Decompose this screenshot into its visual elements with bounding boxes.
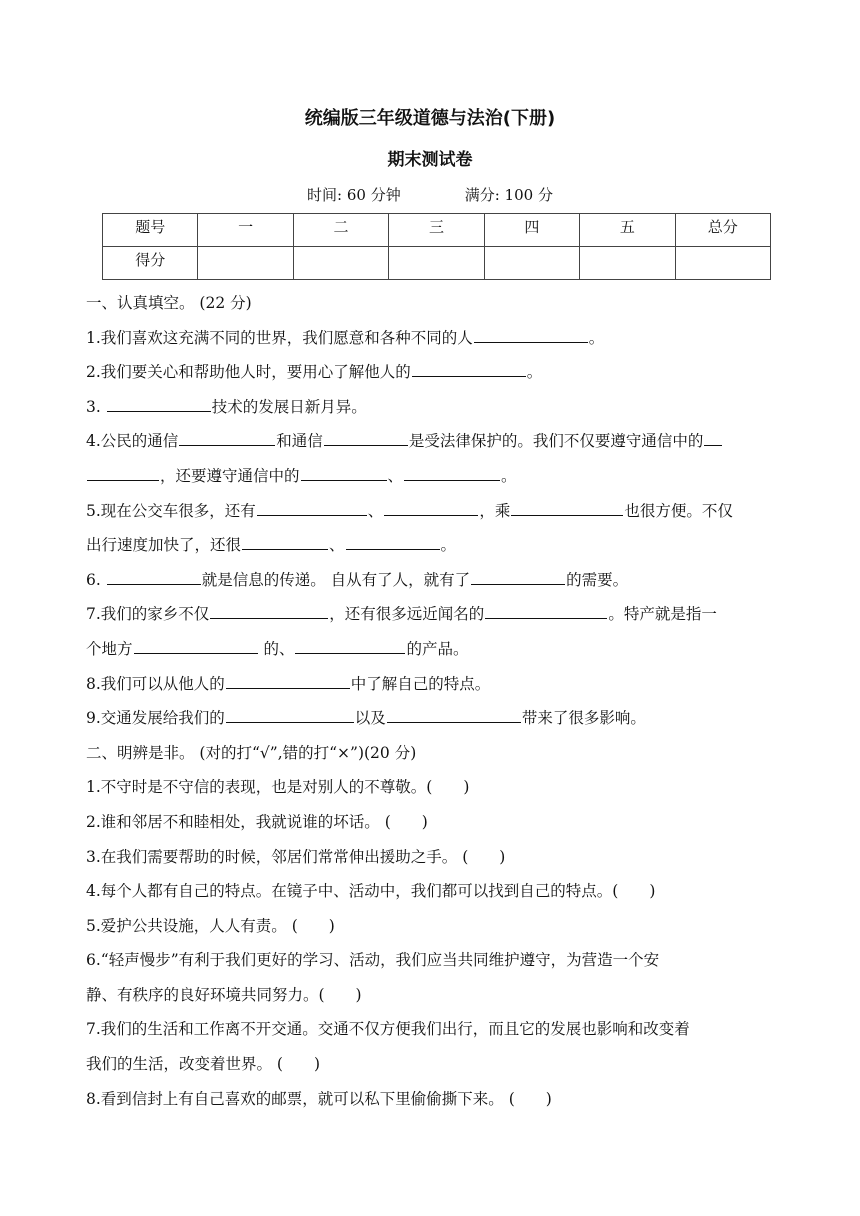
fill-question-9 (86, 701, 778, 736)
answer-blank[interactable] (295, 652, 405, 654)
time-limit: 时间: 60 分钟 (307, 186, 401, 204)
judge-item-3[interactable]: 3.在我们需要帮助的时候，邻居们常常伸出援助之手。 ( ) (86, 847, 506, 866)
score-table (102, 213, 771, 280)
answer-blank[interactable] (324, 444, 408, 446)
answer-blank[interactable] (704, 444, 722, 446)
answer-blank[interactable] (242, 548, 328, 550)
question-text: 技术的发展日新月异。 (211, 397, 367, 416)
score-header-cell: 一 (198, 214, 293, 247)
question-body (86, 286, 778, 1116)
answer-blank[interactable] (179, 444, 275, 446)
question-text: 的需要。 (566, 570, 629, 589)
question-text: ，还要遵守通信中的 (160, 466, 300, 485)
score-row-label: 得分 (103, 247, 198, 280)
judge-item-6-line1: 6.“轻声慢步”有利于我们更好的学习、活动，我们应当共同维护遵守，为营造一个安 (86, 951, 660, 970)
score-cell[interactable] (675, 247, 770, 280)
question-text: 8.我们可以从他人的 (86, 674, 225, 693)
answer-blank[interactable] (404, 479, 500, 481)
section1-heading: 一、认真填空。 (22 分) (86, 294, 252, 312)
answer-blank[interactable] (226, 687, 350, 689)
question-text: 也很方便。不仅 (624, 501, 733, 520)
score-header-cell: 题号 (103, 214, 198, 247)
fill-question-1 (86, 321, 778, 356)
question-text: 。特产就是指一 (608, 605, 717, 624)
score-table-score-row (103, 247, 771, 280)
answer-blank[interactable] (226, 721, 354, 723)
score-cell[interactable] (198, 247, 293, 280)
question-text: 个地方 (86, 639, 133, 658)
judge-item-8[interactable]: 8.看到信封上有自己喜欢的邮票，就可以私下里偷偷撕下来。 ( ) (86, 1089, 552, 1108)
fill-question-2 (86, 355, 778, 390)
question-text: ，乘 (479, 501, 511, 520)
question-text: 1.我们喜欢这充满不同的世界，我们愿意和各种不同的人 (86, 328, 473, 347)
section2-heading: 二、明辨是非。 (对的打“√”,错的打“×”)(20 分) (86, 743, 417, 762)
judge-item-2[interactable]: 2.谁和邻居不和睦相处，我就说谁的坏话。 ( ) (86, 812, 428, 831)
answer-blank[interactable] (87, 479, 159, 481)
question-text: 2.我们要关心和帮助他人时，要用心了解他人的 (86, 363, 411, 382)
score-header-cell: 二 (293, 214, 388, 247)
answer-blank[interactable] (474, 341, 588, 343)
score-header-cell: 三 (389, 214, 484, 247)
answer-blank[interactable] (257, 514, 367, 516)
question-text: 的产品。 (406, 639, 469, 658)
question-text: 3. (86, 397, 106, 416)
question-text: ，还有很多远近闻名的 (329, 605, 485, 624)
question-text: 。 (440, 536, 457, 555)
answer-blank[interactable] (471, 583, 565, 585)
judge-item-7-line1: 7.我们的生活和工作离不开交通。交通不仅方便我们出行，而且它的发展也影响和改变着 (86, 1020, 690, 1039)
answer-blank[interactable] (107, 583, 201, 585)
score-cell[interactable] (293, 247, 388, 280)
question-text: 。 (501, 466, 517, 485)
answer-blank[interactable] (384, 514, 478, 516)
question-text: 带来了很多影响。 (521, 709, 646, 728)
score-cell[interactable] (484, 247, 579, 280)
fill-question-8 (86, 667, 778, 702)
answer-blank[interactable] (210, 617, 328, 619)
judge-item-4[interactable]: 4.每个人都有自己的特点。在镜子中、活动中，我们都可以找到自己的特点。( ) (86, 882, 656, 901)
answer-blank[interactable] (301, 479, 387, 481)
question-text: 和通信 (276, 432, 323, 451)
judge-item-7-line2[interactable]: 我们的生活，改变着世界。 ( ) (86, 1055, 321, 1074)
score-table-header-row (103, 214, 771, 247)
fill-question-6 (86, 563, 778, 598)
judge-item-6-line2[interactable]: 静、有秩序的良好环境共同努力。( ) (86, 985, 362, 1004)
score-header-cell: 四 (484, 214, 579, 247)
question-text: 9.交通发展给我们的 (86, 709, 225, 728)
answer-blank[interactable] (346, 548, 440, 550)
score-header-cell: 五 (580, 214, 675, 247)
judge-item-1[interactable]: 1.不守时是不守信的表现，也是对别人的不尊敬。( ) (86, 778, 470, 797)
question-text: 出行速度加快了，还很 (86, 536, 242, 555)
question-text: 是受法律保护的。我们不仅要遵守通信中的 (408, 432, 704, 451)
question-text: 、 (329, 536, 345, 555)
question-text: 的、 (258, 639, 295, 658)
question-text: 中了解自己的特点。 (350, 674, 491, 693)
question-text: 、 (387, 466, 404, 485)
question-text: 就是信息的传递。 自从有了人，就有了 (201, 570, 471, 589)
question-text: 。 (588, 328, 605, 347)
fill-question-3 (86, 390, 778, 425)
score-header-cell: 总分 (675, 214, 770, 247)
fill-question-4-line1 (86, 424, 778, 459)
full-score: 满分: 100 分 (464, 186, 553, 204)
exam-title: 统编版三年级道德与法治(下册) (304, 108, 556, 129)
answer-blank[interactable] (412, 375, 526, 377)
fill-question-4-line2 (86, 459, 778, 494)
fill-question-7-line2 (86, 632, 778, 667)
question-text: 4.公民的通信 (86, 432, 179, 451)
question-text: 6. (86, 570, 106, 589)
judge-item-5[interactable]: 5.爱护公共设施，人人有责。 ( ) (86, 916, 335, 935)
exam-meta (0, 184, 860, 205)
fill-question-7-line1 (86, 597, 778, 632)
answer-blank[interactable] (107, 410, 211, 412)
answer-blank[interactable] (511, 514, 623, 516)
answer-blank[interactable] (485, 617, 607, 619)
question-text: 以及 (354, 709, 386, 728)
fill-question-5-line2 (86, 528, 778, 563)
question-text: 7.我们的家乡不仅 (86, 605, 210, 624)
answer-blank[interactable] (387, 721, 521, 723)
question-text: 。 (526, 363, 543, 382)
score-cell[interactable] (580, 247, 675, 280)
fill-question-5-line1 (86, 494, 778, 529)
question-text: 、 (367, 501, 384, 520)
answer-blank[interactable] (134, 652, 258, 654)
exam-subtitle: 期末测试卷 (387, 150, 473, 170)
score-cell[interactable] (389, 247, 484, 280)
question-text: 5.现在公交车很多，还有 (86, 501, 256, 520)
